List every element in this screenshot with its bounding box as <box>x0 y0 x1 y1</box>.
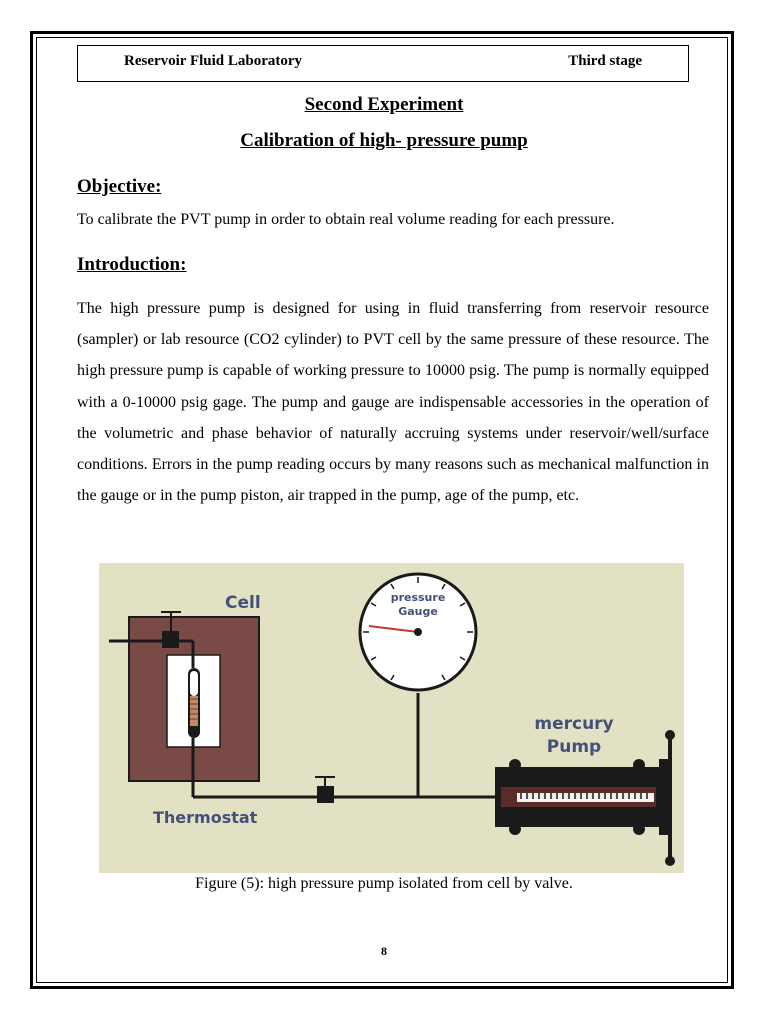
pump-cell-diagram <box>99 563 684 873</box>
objective-text: To calibrate the PVT pump in order to obtain real volume reading for each pressure. <box>77 211 615 228</box>
cell-valve-icon <box>162 631 179 648</box>
header-stage: Third stage <box>568 53 642 69</box>
introduction-text: The high pressure pump is designed for using in fluid transferring from reservoir resource (sampler) or lab resource (CO2 cylinder) to PVT cell by the same pressure of these resource. The high pressure pump is capable of working pressure to 10000 psig. The pump is normally equipped with a 0-10000 psig gage. The pump and gauge are indispensable accessories in the operation of the volumetric and phase behavior of naturally accruing systems under reservoir/well/surface conditions. Errors in the pump reading occurs by many reasons such as mechanical malfunction in the gauge or in the pump piston, air trapped in the pump, age of the pump, etc. <box>77 300 709 505</box>
page-header <box>77 45 689 82</box>
introduction-heading: Introduction: <box>77 254 187 275</box>
pump-label-line1: mercury <box>534 714 614 734</box>
pump-piston-scale <box>517 793 654 802</box>
gauge-label-line1: pressure <box>390 591 446 604</box>
header-course-title: Reservoir Fluid Laboratory <box>124 53 303 69</box>
thermostat-label: Thermostat <box>153 808 258 827</box>
pump-label-line2: Pump <box>546 737 602 757</box>
gauge-label-line2: Gauge <box>398 605 438 618</box>
experiment-title: Second Experiment <box>304 94 464 115</box>
objective-heading: Objective: <box>77 176 162 197</box>
cell-label: Cell <box>225 593 261 613</box>
page-number: 8 <box>381 944 387 958</box>
isolation-valve-icon <box>317 786 334 803</box>
figure-caption: Figure (5): high pressure pump isolated from cell by valve. <box>195 875 573 892</box>
experiment-subtitle: Calibration of high- pressure pump <box>240 130 528 151</box>
